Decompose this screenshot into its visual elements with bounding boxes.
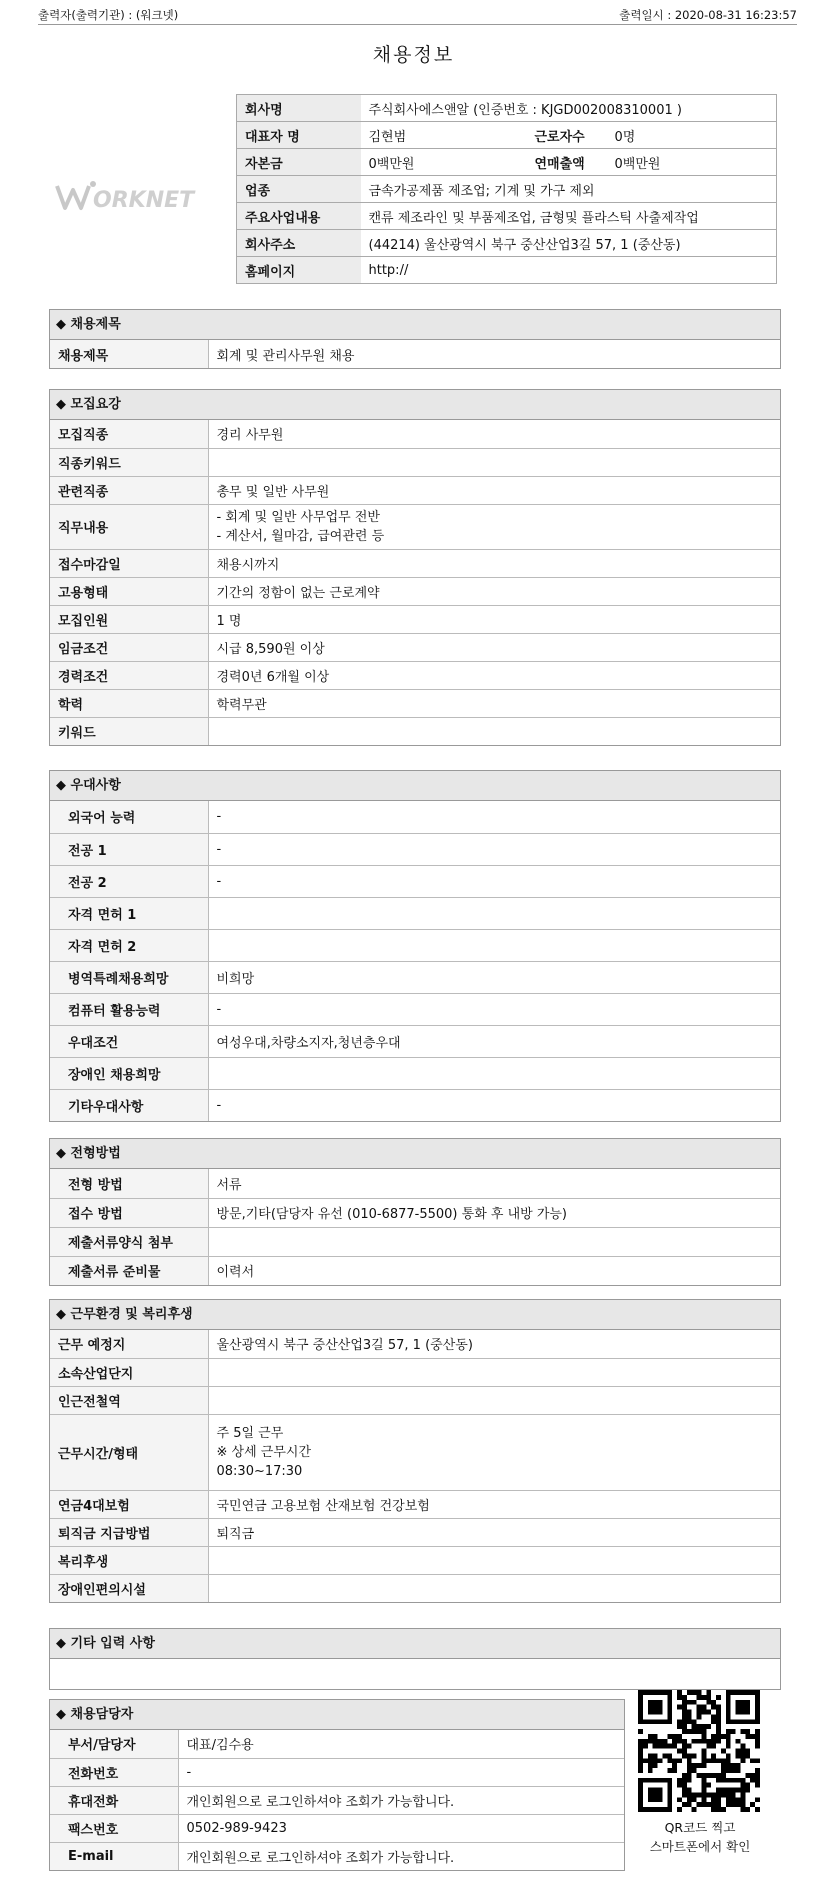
row-label: 제출서류 준비물 <box>50 1256 208 1285</box>
row-label: 인근전철역 <box>50 1386 208 1414</box>
row-value: 1 명 <box>208 605 780 633</box>
row-label: 직무내용 <box>50 504 208 549</box>
row-value: 방문,기타(담당자 유선 (010-6877-5500) 통화 후 내방 가능) <box>208 1198 780 1227</box>
row-label: 자격 면허 2 <box>50 929 208 961</box>
row-label: 병역특례채용희망 <box>50 961 208 993</box>
row-label: 퇴직금 지급방법 <box>50 1518 208 1546</box>
work-hours-line-1: 주 5일 근무 <box>216 1425 284 1441</box>
row-value: 경리 사무원 <box>208 420 780 448</box>
row-value <box>208 1227 780 1256</box>
section-heading: ◆ 기타 입력 사항 <box>50 1629 780 1659</box>
capital-label: 자본금 <box>237 149 361 176</box>
work-hours-line-3: 08:30~17:30 <box>216 1463 303 1479</box>
svg-text:ORKNET: ORKNET <box>93 188 195 213</box>
address-value: (44214) 울산광역시 북구 중산산업3길 57, 1 (중산동) <box>361 230 777 257</box>
row-label: 경력조건 <box>50 661 208 689</box>
row-value: 퇴직금 <box>208 1518 780 1546</box>
row-label: 직종키워드 <box>50 448 208 476</box>
company-info-table <box>236 94 777 284</box>
row-label: 장애인 채용희망 <box>50 1057 208 1089</box>
row-value <box>208 1386 780 1414</box>
row-label: 외국어 능력 <box>50 801 208 833</box>
row-label: 학력 <box>50 689 208 717</box>
business-label: 주요사업내용 <box>237 203 361 230</box>
row-value: 이력서 <box>208 1256 780 1285</box>
row-value: 시급 8,590원 이상 <box>208 633 780 661</box>
sales-label: 연매출액 <box>527 149 607 176</box>
row-value <box>208 1358 780 1386</box>
row-label: 임금조건 <box>50 633 208 661</box>
row-label: 근무시간/형태 <box>50 1414 208 1490</box>
sales-value: 0백만원 <box>607 149 777 176</box>
company-name: 주식회사에스앤알 (인증번호 : KJGD002008310001 ) <box>361 95 777 122</box>
row-value: 경력0년 6개월 이상 <box>208 661 780 689</box>
print-datetime: 출력일시 : 2020-08-31 16:23:57 <box>619 8 797 22</box>
page-title: 채용정보 <box>372 44 455 66</box>
address-label: 회사주소 <box>237 230 361 257</box>
row-label: 우대조건 <box>50 1025 208 1057</box>
row-value: 학력무관 <box>208 689 780 717</box>
worknet-logo <box>53 176 213 216</box>
qr-caption-line-1: QR코드 찍고 <box>664 1820 736 1835</box>
row-label: 접수마감일 <box>50 549 208 577</box>
industry-value: 금속가공제품 제조업; 기계 및 가구 제외 <box>361 176 777 203</box>
row-value <box>208 929 780 961</box>
section-selection <box>49 1138 781 1286</box>
qr-caption-line-2: 스마트폰에서 확인 <box>649 1839 751 1854</box>
row-label: 전형 방법 <box>50 1169 208 1198</box>
section-heading: ◆ 근무환경 및 복리후생 <box>50 1300 780 1330</box>
ceo-value: 김현범 <box>361 122 527 149</box>
row-label: 장애인편의시설 <box>50 1574 208 1602</box>
section-recruitment <box>49 389 781 746</box>
row-value: 개인회원으로 로그인하셔야 조회가 가능합니다. <box>178 1842 624 1870</box>
row-label: 관련직종 <box>50 476 208 504</box>
row-value: 개인회원으로 로그인하셔야 조회가 가능합니다. <box>178 1786 624 1814</box>
section-heading: ◆ 채용담당자 <box>50 1700 624 1730</box>
row-label: 채용제목 <box>50 340 208 368</box>
row-value <box>208 1414 780 1490</box>
row-label: 소속산업단지 <box>50 1358 208 1386</box>
ceo-label: 대표자 명 <box>237 122 361 149</box>
row-label: 전공 1 <box>50 833 208 865</box>
capital-value: 0백만원 <box>361 149 527 176</box>
company-name-label: 회사명 <box>237 95 361 122</box>
row-label: E-mail <box>50 1842 178 1870</box>
row-value: 국민연금 고용보험 산재보험 건강보험 <box>208 1490 780 1518</box>
row-value: 0502-989-9423 <box>178 1814 624 1842</box>
section-heading: ◆ 전형방법 <box>50 1139 780 1169</box>
row-value: 총무 및 일반 사무원 <box>208 476 780 504</box>
row-label: 휴대전화 <box>50 1786 178 1814</box>
qr-code[interactable] <box>638 1690 760 1812</box>
row-value: 비희망 <box>208 961 780 993</box>
row-value: 대표/김수용 <box>178 1730 624 1758</box>
row-value: - <box>208 833 780 865</box>
row-value: 채용시까지 <box>208 549 780 577</box>
row-value: 회계 및 관리사무원 채용 <box>208 340 780 368</box>
row-value: - <box>208 993 780 1025</box>
section-workplace-benefits <box>49 1299 781 1603</box>
row-label: 전공 2 <box>50 865 208 897</box>
row-label: 연금4대보험 <box>50 1490 208 1518</box>
row-label: 키워드 <box>50 717 208 745</box>
row-label: 컴퓨터 활용능력 <box>50 993 208 1025</box>
row-value <box>208 1546 780 1574</box>
row-value: - <box>208 1089 780 1121</box>
row-value <box>208 897 780 929</box>
homepage-value[interactable]: http:// <box>361 257 777 284</box>
row-label: 접수 방법 <box>50 1198 208 1227</box>
section-heading: ◆ 모집요강 <box>50 390 780 420</box>
row-label: 복리후생 <box>50 1546 208 1574</box>
section-other <box>49 1628 781 1690</box>
other-content <box>50 1659 780 1689</box>
print-header <box>38 6 797 25</box>
section-job-title <box>49 309 781 369</box>
row-value <box>208 717 780 745</box>
row-label: 모집인원 <box>50 605 208 633</box>
row-value: 울산광역시 북구 중산산업3길 57, 1 (중산동) <box>208 1330 780 1358</box>
section-contact <box>49 1699 625 1871</box>
duty-line-2: - 계산서, 월마감, 급여관련 등 <box>216 528 385 544</box>
workers-value: 0명 <box>607 122 777 149</box>
row-label: 기타우대사항 <box>50 1089 208 1121</box>
section-heading: ◆ 우대사항 <box>50 771 780 801</box>
row-label: 근무 예정지 <box>50 1330 208 1358</box>
workers-label: 근로자수 <box>527 122 607 149</box>
row-value: 서류 <box>208 1169 780 1198</box>
industry-label: 업종 <box>237 176 361 203</box>
row-value <box>208 1057 780 1089</box>
row-label: 제출서류양식 첨부 <box>50 1227 208 1256</box>
row-value <box>208 448 780 476</box>
row-value: - <box>208 865 780 897</box>
row-label: 모집직종 <box>50 420 208 448</box>
section-preferences <box>49 770 781 1122</box>
row-value: 기간의 정함이 없는 근로계약 <box>208 577 780 605</box>
row-label: 자격 면허 1 <box>50 897 208 929</box>
row-value: - <box>208 801 780 833</box>
row-label: 고용형태 <box>50 577 208 605</box>
printer-info: 출력자(출력기관) : (워크넷) <box>38 8 179 22</box>
duty-line-1: - 회계 및 일반 사무업무 전반 <box>216 509 380 525</box>
row-label: 팩스번호 <box>50 1814 178 1842</box>
business-value: 캔류 제조라인 및 부품제조업, 금형및 플라스틱 사출제작업 <box>361 203 777 230</box>
work-hours-line-2: ※ 상세 근무시간 <box>216 1444 312 1460</box>
homepage-label: 홈페이지 <box>237 257 361 284</box>
row-value: - <box>178 1758 624 1786</box>
qr-caption <box>620 1818 780 1856</box>
row-label: 부서/담당자 <box>50 1730 178 1758</box>
row-value <box>208 1574 780 1602</box>
row-value: 여성우대,차량소지자,청년층우대 <box>208 1025 780 1057</box>
row-value <box>208 504 780 549</box>
section-heading: ◆ 채용제목 <box>50 310 780 340</box>
row-label: 전화번호 <box>50 1758 178 1786</box>
